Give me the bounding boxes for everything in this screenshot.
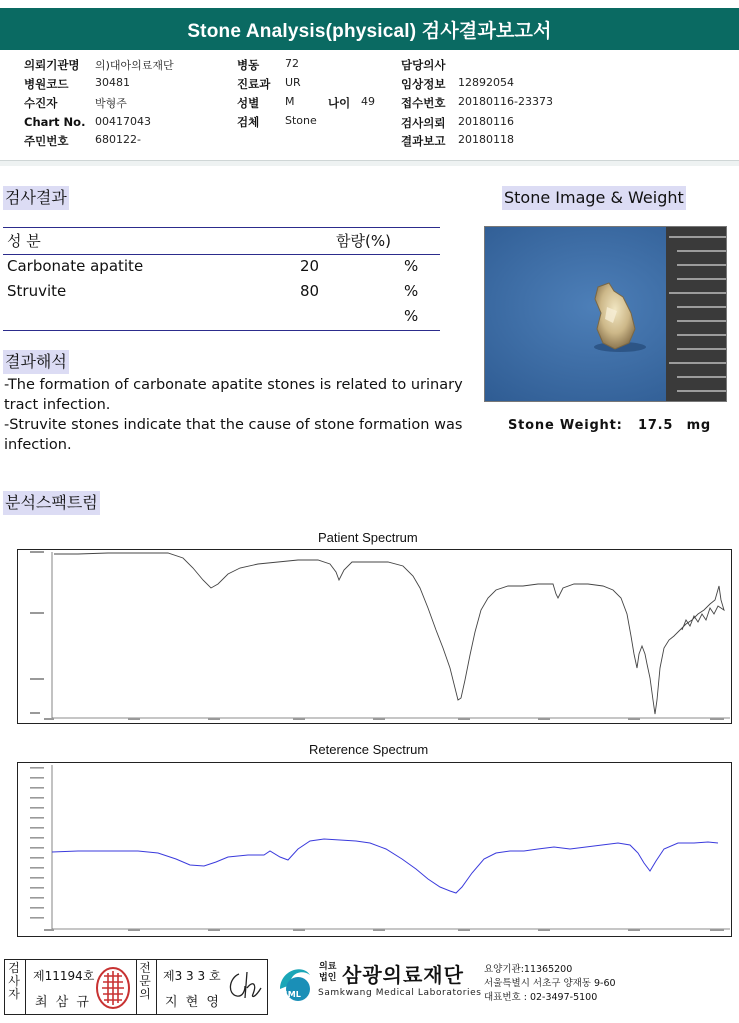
results-header-content: 함량(%) [336, 232, 391, 250]
signature-divider [25, 960, 26, 1014]
info-value-resident-no: 680122- [95, 133, 141, 146]
info-value-sex: M [285, 95, 295, 108]
info-label-department: 진료과 [237, 77, 271, 91]
lab-address: 서울특별시 서초구 양재동 9-60 [484, 978, 616, 989]
interpretation-text-1: -The formation of carbonate apatite stones is related to urinary tract infection. [4, 377, 463, 413]
patient-spectrum-chart [17, 549, 732, 724]
info-label-specimen: 검체 [237, 115, 260, 129]
result-component: Struvite [7, 282, 67, 300]
result-unit: % [404, 257, 419, 275]
reference-spectrum-caption: Reterence Spectrum [309, 742, 429, 757]
info-label-age: 나이 [328, 96, 351, 110]
result-unit: % [404, 307, 419, 325]
stone-weight-label: Stone Weight: [508, 418, 623, 433]
signature-divider [136, 960, 137, 1014]
report-title-bar [0, 8, 739, 50]
spectrum-section-title: 분석스팩트럼 [3, 491, 100, 515]
stone-weight [508, 418, 711, 433]
info-label-doctor: 담당의사 [401, 58, 446, 72]
result-value: 80 [300, 282, 320, 300]
info-value-report-date: 20180118 [458, 133, 514, 146]
report-footer [0, 942, 739, 1023]
info-label-sex: 성별 [237, 96, 260, 110]
info-value-receipt-no: 20180116-23373 [458, 95, 553, 108]
inspector-label: 검사자 [8, 961, 20, 1001]
report-title: Stone Analysis(physical) 검사결과보고서 [187, 20, 552, 42]
info-value-chart-no: 00417043 [95, 115, 151, 128]
lab-prefix-2: 법인 [319, 973, 337, 983]
inspector-seal-icon [95, 965, 131, 1011]
patient-spectrum-caption: Patient Spectrum [318, 530, 418, 545]
lab-prefix-1: 의료 [319, 962, 337, 972]
info-label-receipt-no: 접수번호 [401, 96, 446, 110]
info-value-clinical-info: 12892054 [458, 76, 514, 89]
stone-photo [484, 226, 727, 402]
lab-logo-text: SML [282, 990, 301, 999]
info-label-report-date: 결과보고 [401, 134, 446, 148]
inspector-license-no: 제11194호 [33, 969, 95, 983]
info-label-hospital-code: 병원코드 [24, 77, 69, 91]
info-label-chart-no: Chart No. [24, 115, 86, 129]
lab-english-name: Samkwang Medical Laboratories [318, 988, 482, 998]
specialist-signature-icon [225, 968, 265, 1004]
info-label-clinical-info: 임상정보 [401, 77, 446, 91]
info-value-hospital-code: 30481 [95, 76, 130, 89]
lab-phone: 대표번호 : 02-3497-5100 [484, 992, 598, 1003]
info-label-patient: 수진자 [24, 96, 58, 110]
info-value-age: 49 [361, 95, 375, 108]
stone-photo-graphic [485, 227, 727, 402]
info-value-requesting-org: 의)대아의료재단 [95, 59, 174, 72]
stone-section-title: Stone Image & Weight [502, 186, 686, 210]
result-component: Carbonate apatite [7, 257, 144, 275]
info-value-request-date: 20180116 [458, 115, 514, 128]
result-value: 20 [300, 257, 320, 275]
lab-institution-code: 요양기관:11365200 [484, 964, 573, 975]
info-value-ward: 72 [285, 57, 299, 70]
results-table-bottom-rule [3, 330, 440, 331]
specialist-label: 전문의 [139, 961, 151, 1001]
reference-spectrum-chart [17, 762, 732, 937]
info-separator [0, 160, 739, 166]
interpretation-section-title: 결과해석 [3, 350, 69, 374]
results-section-title: 검사결과 [3, 186, 69, 210]
results-header-component: 성 분 [7, 232, 41, 250]
info-value-specimen: Stone [285, 114, 317, 127]
inspector-name: 최 삼 규 [35, 995, 91, 1010]
patient-spectrum-plot [18, 550, 731, 723]
signature-box [4, 959, 268, 1015]
results-table-top-rule [3, 227, 440, 228]
info-value-department: UR [285, 76, 301, 89]
stone-weight-unit: mg [686, 418, 712, 433]
info-label-request-date: 검사의뢰 [401, 116, 446, 130]
patient-info-block [0, 52, 739, 150]
results-header-rule [3, 254, 440, 255]
specialist-name: 지 현 영 [165, 995, 221, 1010]
interpretation-text-2: -Struvite stones indicate that the cause of stone formation was infection. [4, 417, 463, 453]
stone-weight-value: 17.5 [637, 418, 674, 433]
result-unit: % [404, 282, 419, 300]
reference-spectrum-plot [18, 763, 731, 936]
signature-divider [156, 960, 157, 1014]
specialist-license-no: 제3 3 3 호 [163, 969, 221, 983]
lab-name: 삼광의료재단 [342, 963, 464, 987]
info-label-requesting-org: 의뢰기관명 [24, 58, 80, 72]
info-value-patient: 박형주 [95, 97, 127, 110]
info-label-resident-no: 주민번호 [24, 134, 69, 148]
info-label-ward: 병동 [237, 58, 260, 72]
